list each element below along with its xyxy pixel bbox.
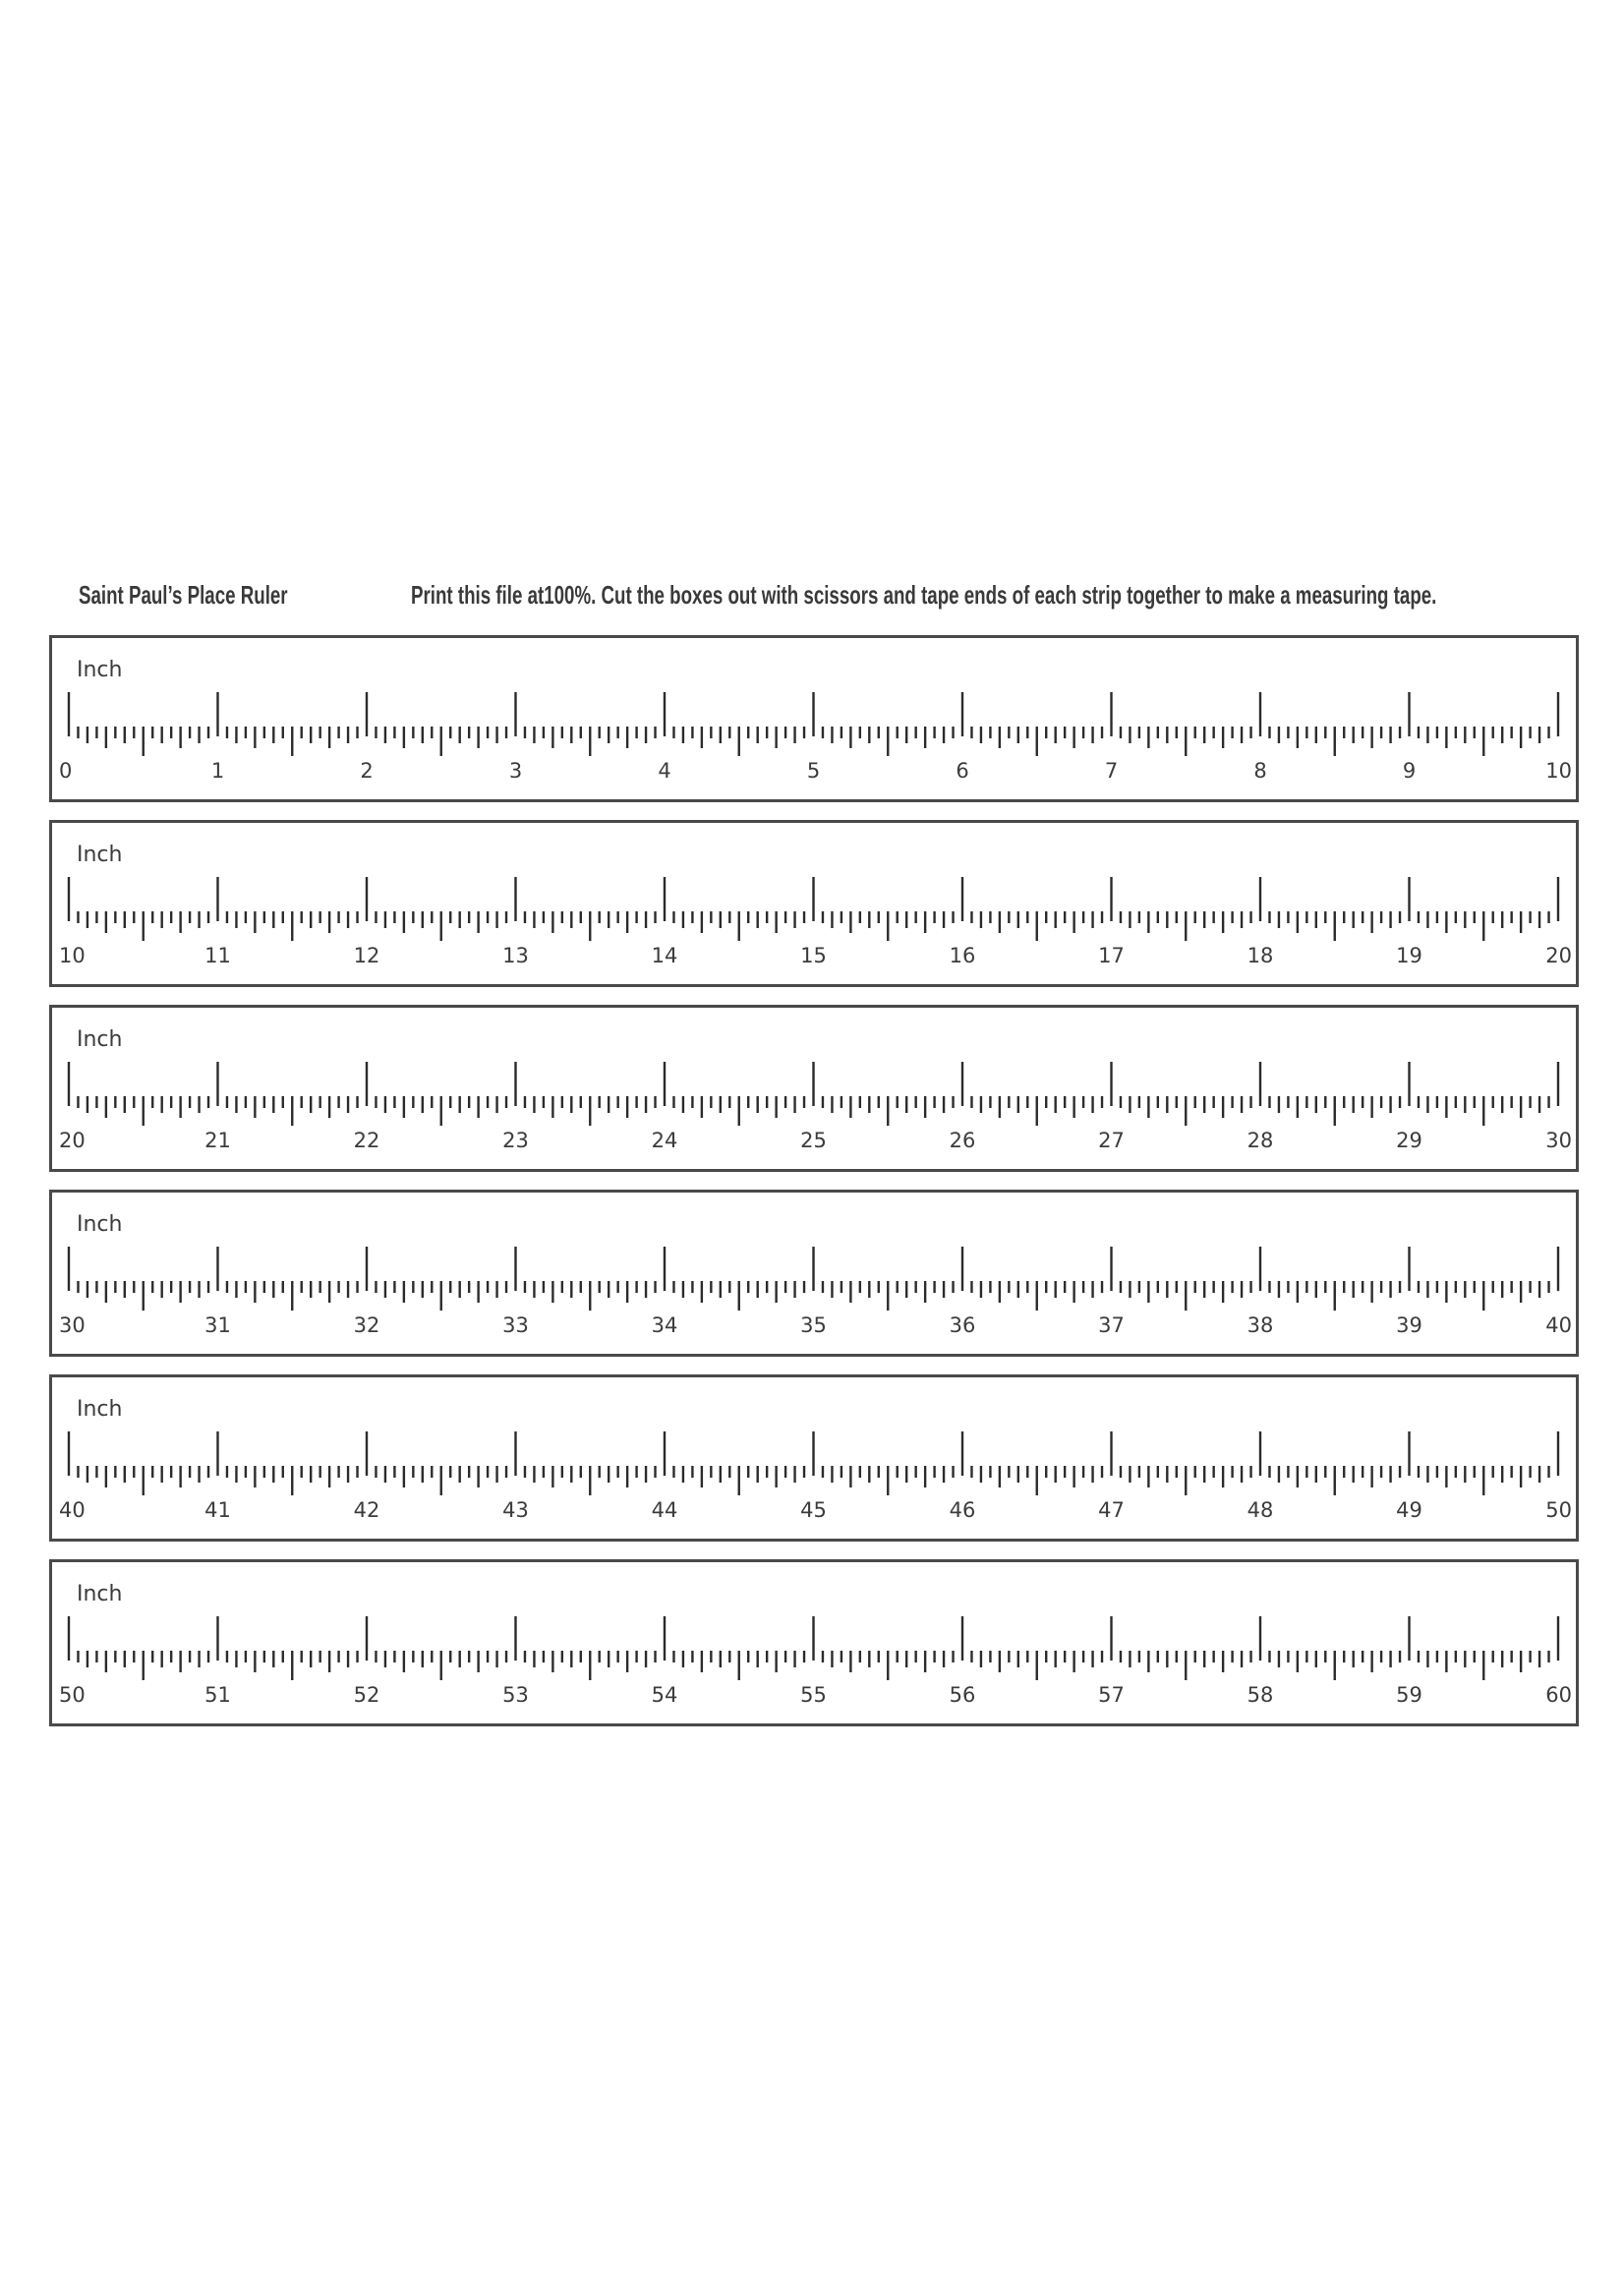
inch-number-label: 52 — [353, 1683, 380, 1707]
unit-label: Inch — [77, 1212, 123, 1237]
inch-number-label: 21 — [204, 1129, 231, 1152]
inch-number-label: 2 — [360, 759, 374, 783]
inch-number-label: 24 — [651, 1129, 678, 1152]
inch-number-label: 56 — [949, 1683, 976, 1707]
inch-number-label: 51 — [204, 1683, 231, 1707]
inch-number-label: 37 — [1098, 1313, 1125, 1337]
inch-number-label: 41 — [204, 1498, 231, 1522]
inch-number-label: 28 — [1247, 1129, 1274, 1152]
inch-number-label: 58 — [1247, 1683, 1274, 1707]
inch-number-label: 42 — [353, 1498, 380, 1522]
unit-label: Inch — [77, 843, 123, 867]
ruler-scale — [52, 1377, 1576, 1539]
inch-number-label: 57 — [1098, 1683, 1125, 1707]
inch-number-label: 25 — [800, 1129, 827, 1152]
ruler-scale — [52, 638, 1576, 799]
inch-number-label: 54 — [651, 1683, 678, 1707]
inch-number-label: 18 — [1247, 944, 1274, 967]
inch-number-label: 40 — [1545, 1313, 1572, 1337]
inch-number-label: 44 — [651, 1498, 678, 1522]
inch-number-label: 49 — [1396, 1498, 1422, 1522]
unit-label: Inch — [77, 658, 123, 682]
inch-number-label: 31 — [204, 1313, 231, 1337]
inch-number-label: 1 — [210, 759, 225, 783]
inch-number-label: 23 — [502, 1129, 529, 1152]
inch-number-label: 29 — [1396, 1129, 1422, 1152]
inch-number-label: 30 — [1545, 1129, 1572, 1152]
inch-number-label: 26 — [949, 1129, 976, 1152]
inch-number-label: 36 — [949, 1313, 976, 1337]
ruler-strip — [49, 820, 1579, 987]
unit-label: Inch — [77, 1027, 123, 1052]
unit-label: Inch — [77, 1582, 123, 1606]
inch-number-label: 6 — [956, 759, 969, 783]
inch-number-label: 32 — [353, 1313, 380, 1337]
inch-number-label: 45 — [800, 1498, 827, 1522]
inch-number-label: 40 — [59, 1498, 86, 1522]
inch-number-label: 3 — [508, 759, 523, 783]
ruler-strip — [49, 1374, 1579, 1542]
inch-number-label: 30 — [59, 1313, 86, 1337]
print-instructions: Print this file at100%. Cut the boxes out with scissors and tape ends of each strip together to make a measuring tape. — [411, 580, 1437, 610]
inch-number-label: 5 — [806, 759, 821, 783]
inch-number-label: 27 — [1098, 1129, 1125, 1152]
inch-number-label: 15 — [800, 944, 827, 967]
inch-number-label: 39 — [1396, 1313, 1422, 1337]
inch-number-label: 46 — [949, 1498, 976, 1522]
inch-number-label: 38 — [1247, 1313, 1274, 1337]
unit-label: Inch — [77, 1397, 123, 1422]
inch-number-label: 9 — [1402, 759, 1417, 783]
inch-number-label: 50 — [1545, 1498, 1572, 1522]
ruler-strip — [49, 1190, 1579, 1357]
ruler-strip — [49, 635, 1579, 802]
inch-number-label: 22 — [353, 1129, 380, 1152]
ruler-scale — [52, 1562, 1576, 1723]
inch-number-label: 33 — [502, 1313, 529, 1337]
inch-number-label: 11 — [204, 944, 231, 967]
inch-number-label: 17 — [1098, 944, 1125, 967]
ruler-scale — [52, 1008, 1576, 1169]
inch-number-label: 50 — [59, 1683, 86, 1707]
inch-number-label: 35 — [800, 1313, 827, 1337]
inch-number-label: 47 — [1098, 1498, 1125, 1522]
ruler-title: Saint Paul’s Place Ruler — [79, 580, 288, 610]
inch-number-label: 7 — [1104, 759, 1119, 783]
inch-number-label: 10 — [1545, 759, 1572, 783]
inch-number-label: 34 — [651, 1313, 678, 1337]
ruler-scale — [52, 1193, 1576, 1354]
inch-number-label: 19 — [1396, 944, 1422, 967]
inch-number-label: 4 — [658, 759, 671, 783]
inch-number-label: 10 — [59, 944, 86, 967]
inch-number-label: 43 — [502, 1498, 529, 1522]
inch-number-label: 59 — [1396, 1683, 1422, 1707]
inch-number-label: 53 — [502, 1683, 529, 1707]
inch-number-label: 0 — [59, 759, 73, 783]
page-header — [0, 570, 1624, 629]
inch-number-label: 12 — [353, 944, 380, 967]
inch-number-label: 60 — [1545, 1683, 1572, 1707]
inch-number-label: 48 — [1247, 1498, 1274, 1522]
ruler-scale — [52, 823, 1576, 984]
inch-number-label: 16 — [949, 944, 976, 967]
inch-number-label: 55 — [800, 1683, 827, 1707]
inch-number-label: 13 — [502, 944, 529, 967]
inch-number-label: 20 — [59, 1129, 86, 1152]
ruler-strip — [49, 1005, 1579, 1172]
inch-number-label: 14 — [651, 944, 678, 967]
ruler-strip — [49, 1559, 1579, 1726]
inch-number-label: 8 — [1253, 759, 1267, 783]
inch-number-label: 20 — [1545, 944, 1572, 967]
